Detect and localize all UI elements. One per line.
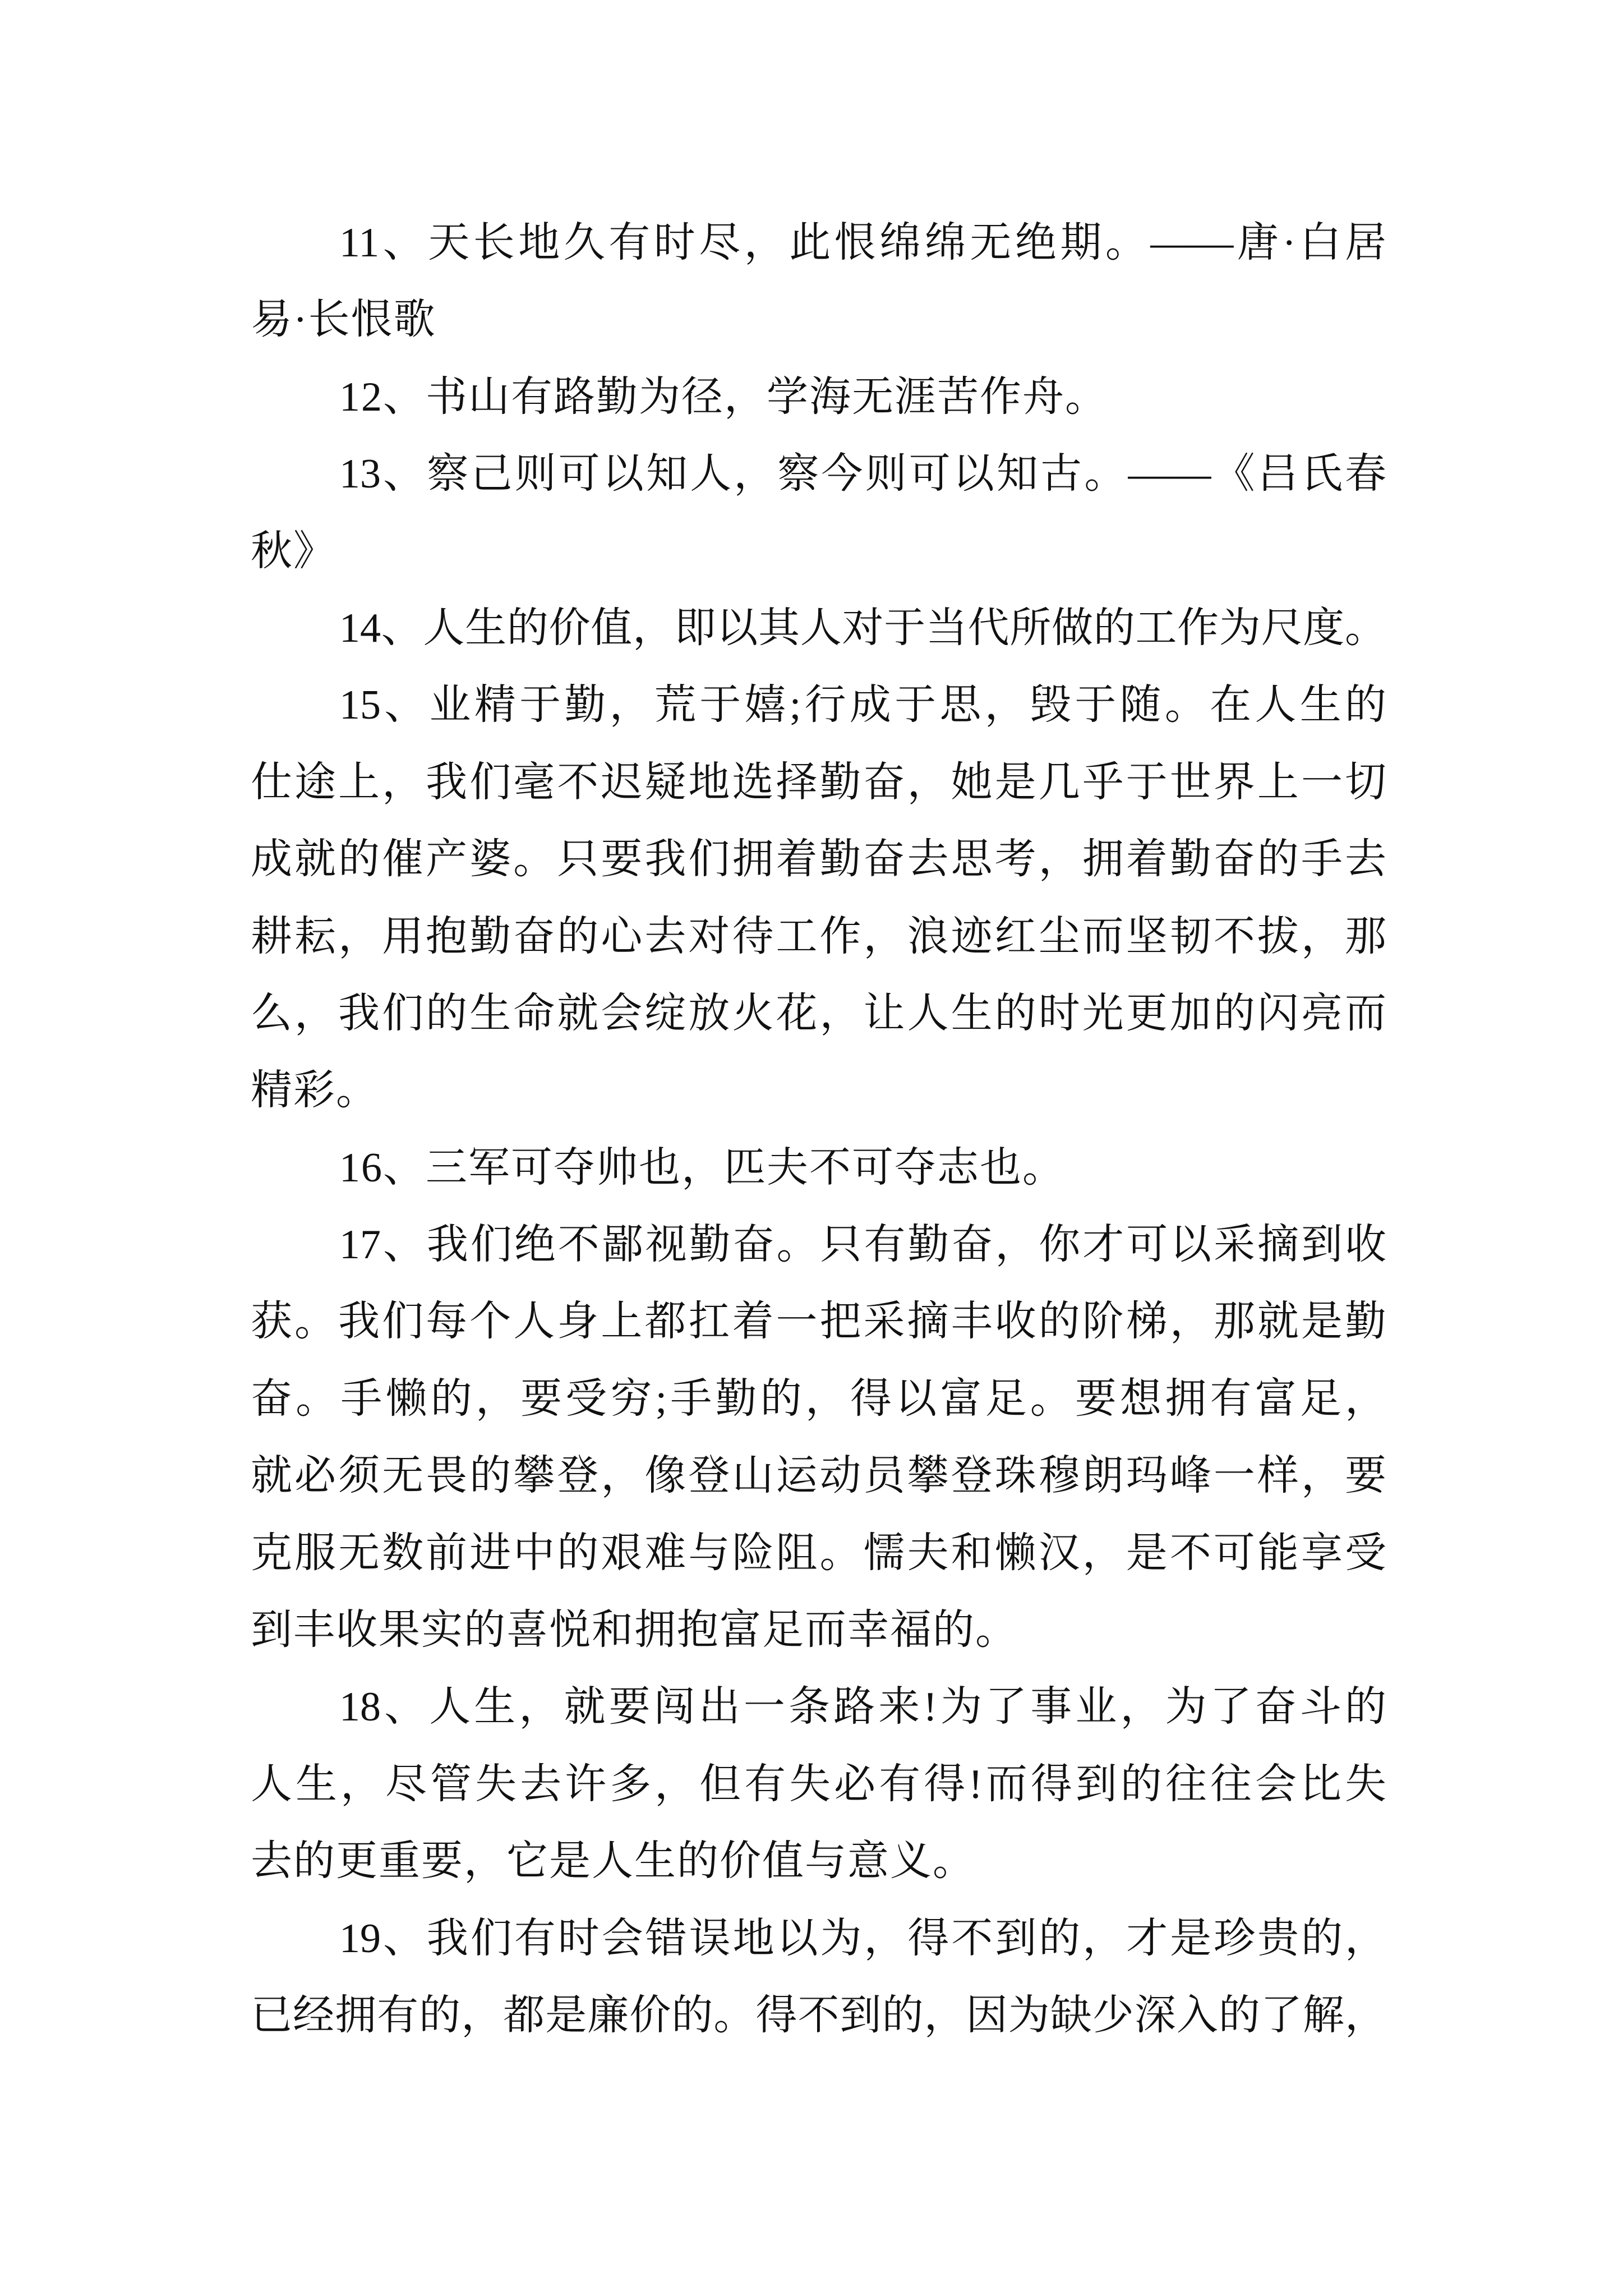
text-line: 14、人生的价值，即以其人对于当代所做的工作为尺度。: [339, 605, 1386, 651]
paragraph: [251, 667, 1386, 1129]
text-line: 仕途上，我们毫不迟疑地选择勤奋，她是几乎于世界上一切: [251, 759, 1386, 806]
text-line: 11、天长地久有时尽，此恨绵绵无绝期。——唐·白居: [339, 220, 1386, 266]
paragraph: [251, 1130, 1386, 1207]
text-line: 就必须无畏的攀登，像登山运动员攀登珠穆朗玛峰一样，要: [251, 1453, 1386, 1499]
text-line: 17、我们绝不鄙视勤奋。只有勤奋，你才可以采摘到收: [339, 1222, 1386, 1268]
text-line: 15、业精于勤，荒于嬉;行成于思，毁于随。在人生的: [339, 682, 1386, 729]
text-line: 12、书山有路勤为径，学海无涯苦作舟。: [339, 374, 1108, 420]
text-line: 易·长恨歌: [251, 297, 436, 343]
text-line: 16、三军可夺帅也，匹夫不可夺志也。: [339, 1144, 1065, 1191]
paragraph: [251, 205, 1386, 359]
document-body: [251, 205, 1386, 2054]
paragraph: [251, 1901, 1386, 2055]
text-line: 耕耘，用抱勤奋的心去对待工作，浪迹红尘而坚韧不拔，那: [251, 913, 1386, 960]
text-line: 18、人生，就要闯出一条路来!为了事业，为了奋斗的: [339, 1684, 1386, 1731]
text-line: 已经拥有的，都是廉价的。得不到的，因为缺少深入的了解，: [251, 1992, 1386, 2039]
text-line: 精彩。: [251, 1068, 379, 1114]
text-line: 到丰收果实的喜悦和拥抱富足而幸福的。: [251, 1607, 1018, 1654]
paragraph: [251, 590, 1386, 667]
text-line: 去的更重要，它是人生的价值与意义。: [251, 1838, 975, 1885]
text-line: 19、我们有时会错误地以为，得不到的，才是珍贵的，: [339, 1915, 1386, 1962]
paragraph: [251, 436, 1386, 590]
paragraph: [251, 1207, 1386, 1669]
text-line: 13、察己则可以知人，察今则可以知古。——《吕氏春: [339, 451, 1386, 498]
text-line: 人生，尽管失去许多，但有失必有得!而得到的往往会比失: [251, 1761, 1386, 1807]
text-line: 秋》: [251, 528, 336, 574]
paragraph: [251, 359, 1386, 436]
text-line: 克服无数前进中的艰难与险阻。懦夫和懒汉，是不可能享受: [251, 1530, 1386, 1576]
text-line: 奋。手懒的，要受穷;手勤的，得以富足。要想拥有富足，: [251, 1375, 1386, 1422]
text-line: 么，我们的生命就会绽放火花，让人生的时光更加的闪亮而: [251, 990, 1386, 1037]
text-line: 成就的催产婆。只要我们拥着勤奋去思考，拥着勤奋的手去: [251, 836, 1386, 883]
paragraph: [251, 1669, 1386, 1900]
text-line: 获。我们每个人身上都扛着一把采摘丰收的阶梯，那就是勤: [251, 1299, 1386, 1345]
